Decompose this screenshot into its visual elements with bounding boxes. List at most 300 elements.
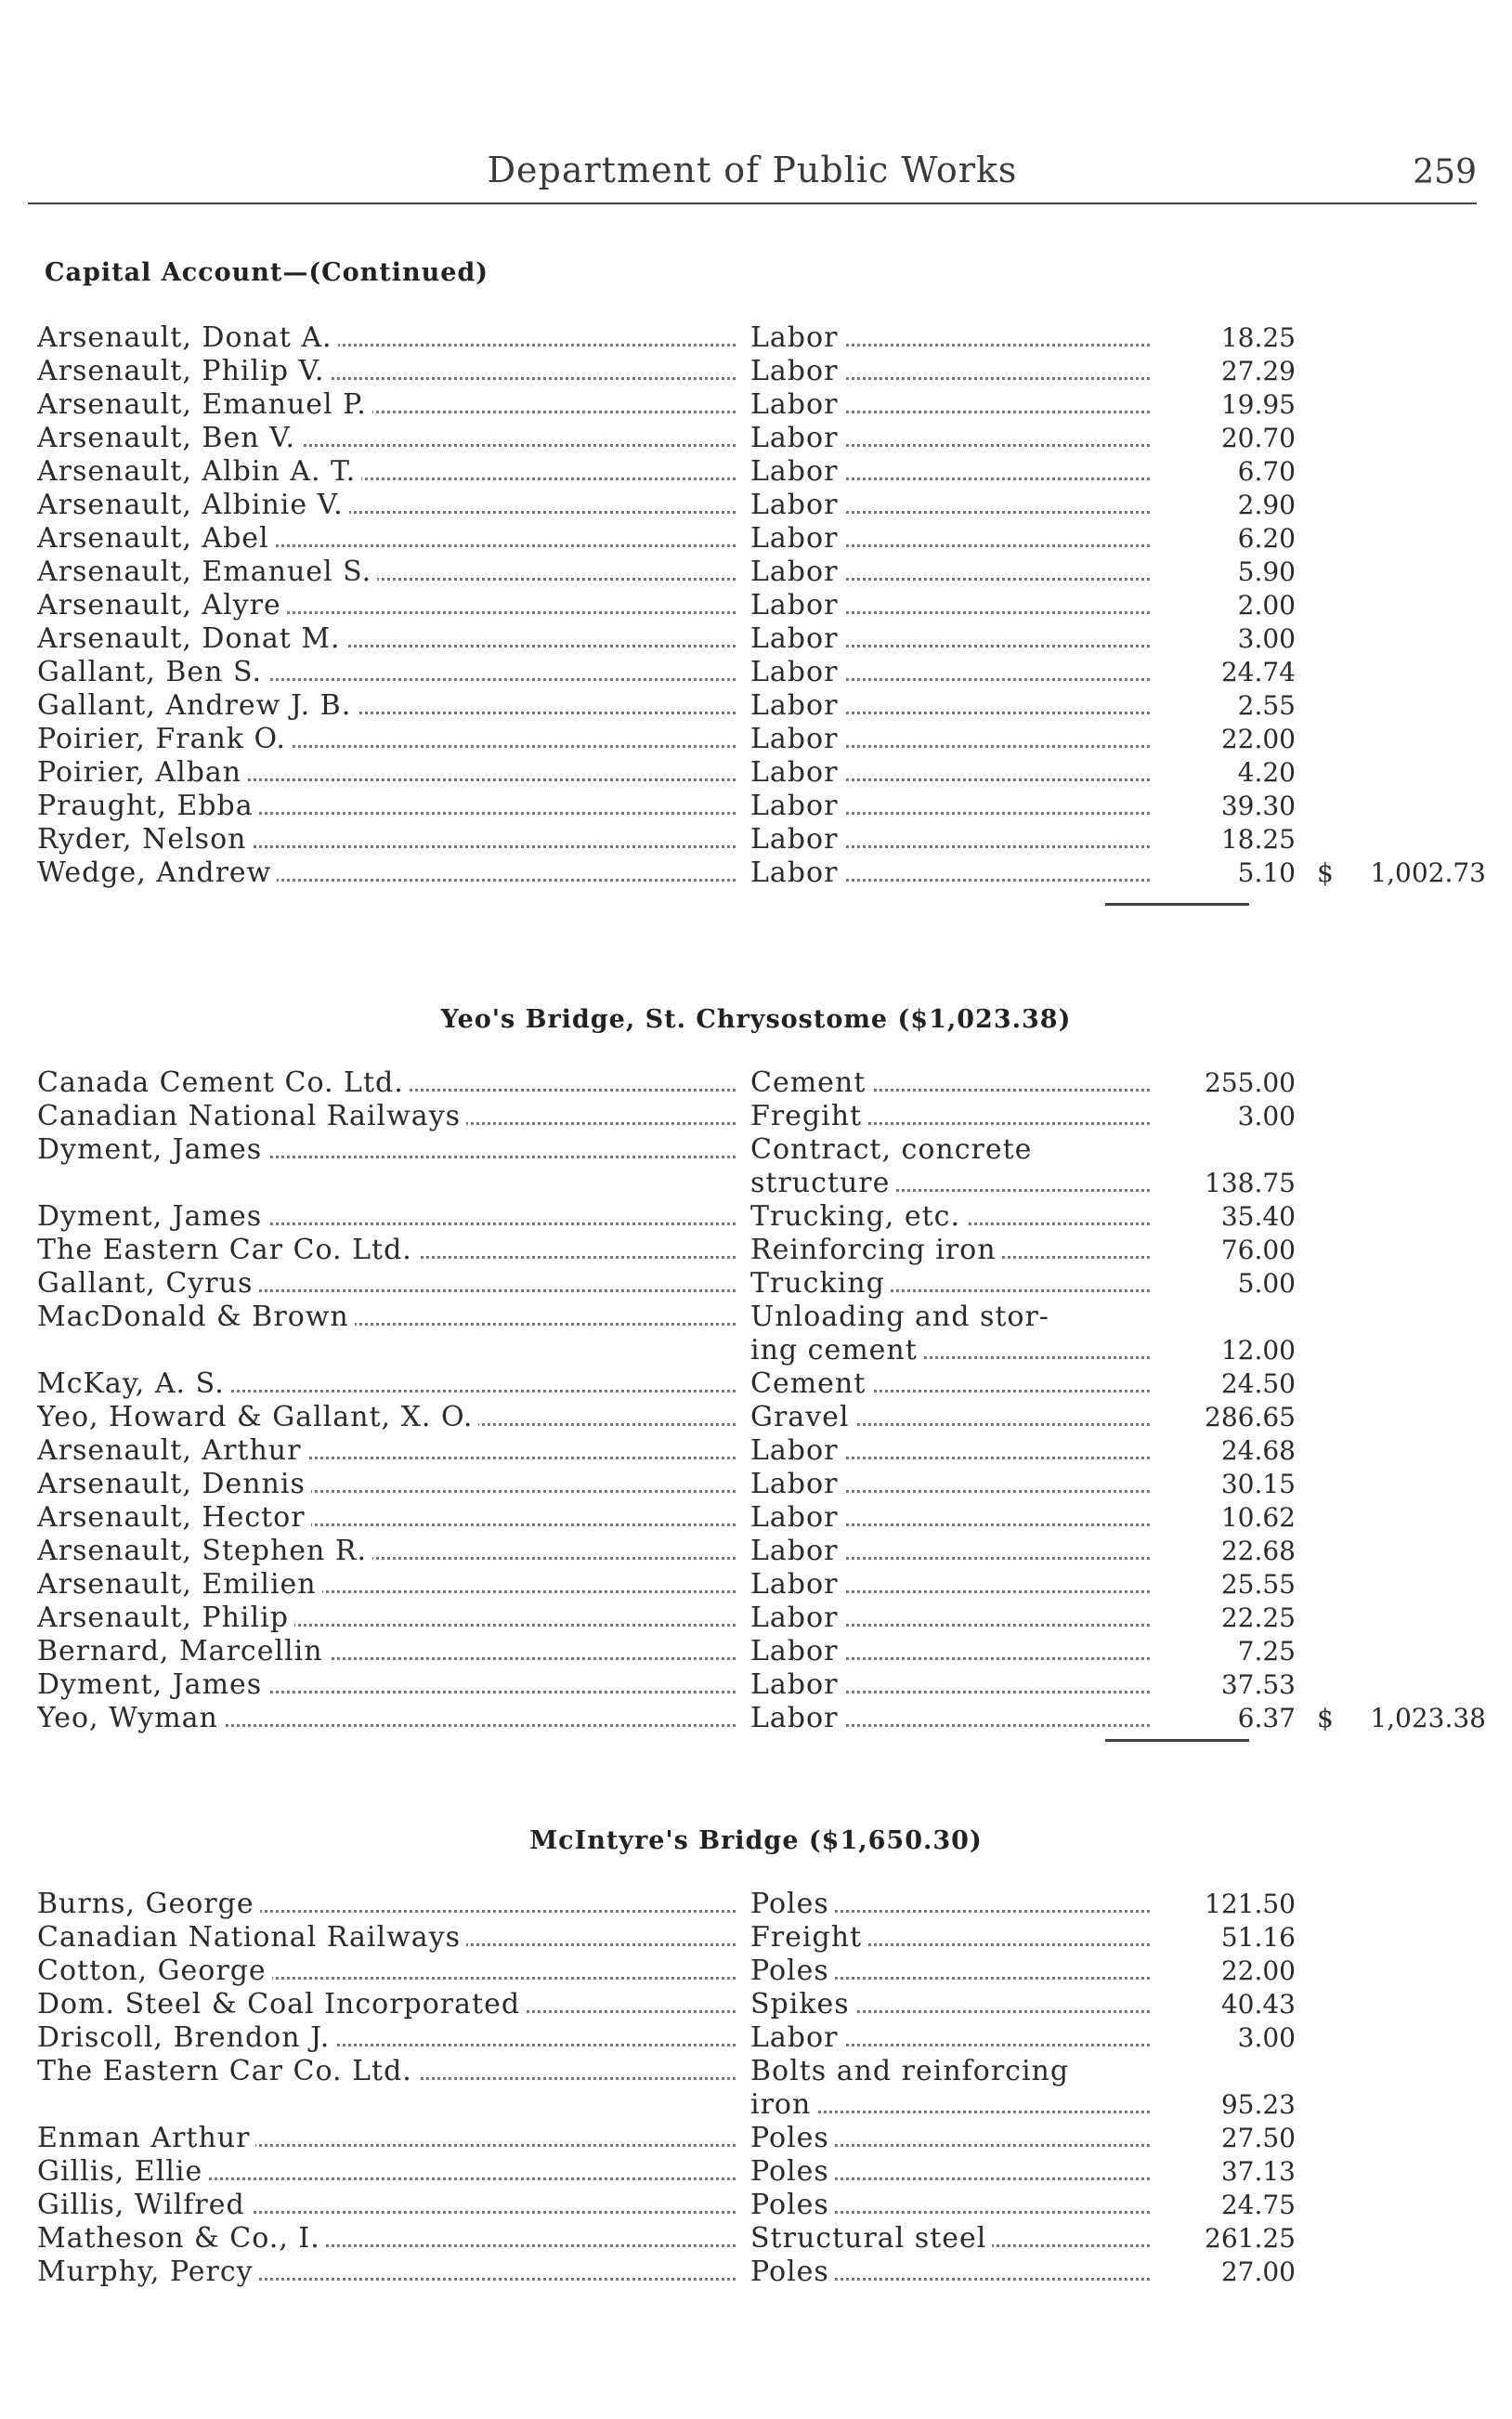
item-cell: [750, 2155, 1150, 2189]
table-row: [37, 1100, 1486, 1133]
amount-value: 4.20: [1237, 757, 1296, 788]
item-description: Labor: [750, 1602, 843, 1634]
payee-cell: [37, 656, 743, 689]
payee-cell: [37, 2189, 743, 2222]
table-row: [37, 2189, 1486, 2222]
table-row: [37, 388, 1486, 422]
item-description: Labor: [750, 1468, 843, 1500]
payee-cell: [37, 1234, 743, 1267]
section-title-yeos-bridge: Yeo's Bridge, St. Chrysostome ($1,023.38): [440, 1005, 1072, 1034]
item-description: Labor: [750, 1535, 843, 1567]
item-cell: [750, 1602, 1150, 1635]
amount-value: 51.16: [1220, 1922, 1296, 1953]
amount-value: 24.68: [1220, 1435, 1296, 1466]
amount-value: 261.25: [1205, 2223, 1296, 2254]
payee-name: Arsenault, Alyre: [37, 589, 287, 621]
table-row: [37, 1167, 1486, 1200]
item-cell: [750, 1888, 1150, 1921]
payee-cell: [37, 2021, 743, 2055]
item-cell: [750, 489, 1150, 522]
table-row: [37, 556, 1486, 589]
payee-cell: [37, 1401, 743, 1434]
item-cell: [750, 2055, 1150, 2088]
item-cell: [750, 790, 1150, 823]
payee-name: Arsenault, Ben V.: [37, 422, 301, 454]
item-description: Spikes: [750, 1988, 855, 2020]
item-description: Labor: [750, 522, 843, 555]
payee-cell: [37, 1702, 743, 1735]
payee-name: Arsenault, Stephen R.: [37, 1535, 372, 1567]
payee-name: MacDonald & Brown: [37, 1301, 355, 1333]
table-row: [37, 321, 1486, 355]
payee-name: Yeo, Howard & Gallant, X. O.: [37, 1401, 478, 1433]
item-description: Labor: [750, 455, 843, 488]
payee-name: Gallant, Ben S.: [37, 656, 267, 688]
table-row: [37, 1921, 1486, 1955]
item-description: Bolts and reinforcing: [750, 2055, 1075, 2087]
table-row: [37, 2256, 1486, 2289]
item-description: Poles: [750, 1888, 835, 1920]
amount-value: 27.50: [1220, 2123, 1296, 2153]
item-cell: [750, 1501, 1150, 1535]
payee-cell: [37, 1988, 743, 2021]
payee-cell: [37, 689, 743, 723]
payee-name: Gallant, Cyrus: [37, 1267, 258, 1300]
amount-value: 95.23: [1220, 2089, 1296, 2120]
table-row: [37, 1568, 1486, 1602]
payee-name: Cotton, George: [37, 1955, 272, 1987]
subtotal-rule: [1105, 903, 1249, 906]
table-row: [37, 2222, 1486, 2256]
table-row: [37, 455, 1486, 489]
item-cell: [750, 589, 1150, 622]
item-description: Cement: [750, 1066, 871, 1099]
table-row: [37, 1234, 1486, 1267]
payee-cell: [37, 1921, 743, 1955]
item-cell: [750, 622, 1150, 656]
item-description: Labor: [750, 1702, 843, 1734]
item-cell: [750, 355, 1150, 388]
item-description: Structural steel: [750, 2222, 992, 2255]
amount-value: 22.00: [1220, 1955, 1296, 1986]
table-row: [37, 2021, 1486, 2055]
payee-cell: [37, 1133, 743, 1167]
table-row: [37, 1133, 1486, 1167]
payee-cell: [37, 522, 743, 556]
amount-value: 20.70: [1220, 423, 1296, 453]
item-cell: [750, 1535, 1150, 1568]
payee-name: Arsenault, Donat A.: [37, 321, 338, 354]
payee-cell: [37, 1501, 743, 1535]
amount-value: 25.55: [1220, 1569, 1296, 1600]
amount-value: 3.00: [1237, 623, 1296, 654]
table-row: [37, 656, 1486, 689]
item-cell: [750, 1066, 1150, 1100]
payee-name: Arsenault, Albin A. T.: [37, 455, 361, 488]
table-row: [37, 1702, 1486, 1735]
item-cell: [750, 1100, 1150, 1133]
payee-name: Canadian National Railways: [37, 1100, 466, 1132]
item-cell: [750, 321, 1150, 355]
item-description: Gravel: [750, 1401, 855, 1433]
payee-name: Poirier, Frank O.: [37, 723, 292, 755]
amount-value: 6.70: [1237, 456, 1296, 487]
amount-value: 5.10: [1237, 857, 1296, 888]
table-row: [37, 756, 1486, 790]
item-cell: [750, 522, 1150, 556]
amount-value: 27.29: [1220, 356, 1296, 386]
table-row: [37, 1501, 1486, 1535]
item-description: Labor: [750, 422, 843, 454]
item-description: Labor: [750, 489, 843, 521]
payee-cell: [37, 1635, 743, 1668]
payee-name: Canadian National Railways: [37, 1921, 466, 1954]
table-row: [37, 1401, 1486, 1434]
table-row: [37, 522, 1486, 556]
amount-value: 27.00: [1220, 2256, 1296, 2287]
page-number: 259: [1413, 153, 1477, 191]
item-cell: [750, 2122, 1150, 2155]
payee-cell: [37, 756, 743, 790]
amount-value: 76.00: [1220, 1235, 1296, 1265]
amount-value: 24.74: [1220, 657, 1296, 687]
payee-cell: [37, 2222, 743, 2256]
item-cell: [750, 2222, 1150, 2256]
section-mcintyres-bridge-rows: [37, 1888, 1486, 2289]
payee-cell: [37, 589, 743, 622]
payee-cell: [37, 455, 743, 489]
payee-cell: [37, 2256, 743, 2289]
amount-value: 2.90: [1237, 490, 1296, 520]
payee-name: The Eastern Car Co. Ltd.: [37, 1234, 418, 1266]
item-description: Labor: [750, 856, 843, 889]
item-cell: [750, 556, 1150, 589]
amount-value: 30.15: [1220, 1469, 1296, 1499]
amount-value: 37.53: [1220, 1669, 1296, 1700]
payee-cell: [37, 1367, 743, 1401]
payee-name: Burns, George: [37, 1888, 260, 1920]
table-row: [37, 856, 1486, 890]
item-cell: [750, 1668, 1150, 1702]
payee-cell: [37, 1888, 743, 1921]
amount-value: 22.00: [1220, 724, 1296, 754]
item-cell: [750, 1167, 1150, 1200]
payee-name: Arsenault, Emanuel S.: [37, 556, 377, 588]
table-row: [37, 1434, 1486, 1468]
item-cell: [750, 689, 1150, 723]
item-description: Freight: [750, 1921, 867, 1954]
amount-value: 6.37: [1237, 1703, 1296, 1733]
item-cell: [750, 1234, 1150, 1267]
payee-name: Bernard, Marcellin: [37, 1635, 329, 1667]
item-description: Labor: [750, 823, 843, 856]
page-title: Department of Public Works: [487, 150, 1018, 190]
table-row: [37, 1602, 1486, 1635]
payee-cell: [37, 388, 743, 422]
table-row: [37, 355, 1486, 388]
amount-value: 5.90: [1237, 556, 1296, 587]
payee-name: Murphy, Percy: [37, 2256, 259, 2288]
payee-name: Gillis, Wilfred: [37, 2189, 251, 2221]
table-row: [37, 1367, 1486, 1401]
table-row: [37, 489, 1486, 522]
table-row: [37, 1468, 1486, 1501]
table-row: [37, 1267, 1486, 1301]
item-cell: [750, 723, 1150, 756]
item-description: Labor: [750, 1568, 843, 1601]
payee-name: Gallant, Andrew J. B.: [37, 689, 357, 722]
item-cell: [750, 1702, 1150, 1735]
payee-cell: [37, 1434, 743, 1468]
item-description: Poles: [750, 2256, 835, 2288]
payee-name: Arsenault, Hector: [37, 1501, 311, 1534]
payee-name: Canada Cement Co. Ltd.: [37, 1066, 410, 1099]
item-description: Labor: [750, 656, 843, 688]
amount-value: 138.75: [1205, 1168, 1296, 1198]
table-row: [37, 1668, 1486, 1702]
payee-name: Driscoll, Brendon J.: [37, 2021, 335, 2054]
item-description: Poles: [750, 2189, 835, 2221]
section-title-mcintyres-bridge: McIntyre's Bridge ($1,650.30): [529, 1826, 983, 1855]
payee-cell: [37, 723, 743, 756]
item-cell: [750, 1301, 1150, 1334]
table-row: [37, 2155, 1486, 2189]
item-cell: [750, 2256, 1150, 2289]
payee-name: Arsenault, Dennis: [37, 1468, 311, 1500]
payee-cell: [37, 1267, 743, 1301]
table-row: [37, 622, 1486, 656]
item-description: Labor: [750, 388, 843, 421]
payee-cell: [37, 1668, 743, 1702]
payee-cell: [37, 1535, 743, 1568]
payee-cell: [37, 622, 743, 656]
amount-value: 2.00: [1237, 590, 1296, 621]
payee-name: Ryder, Nelson: [37, 823, 252, 856]
table-row: [37, 1988, 1486, 2021]
item-cell: [750, 1334, 1150, 1367]
table-row: [37, 1301, 1486, 1334]
payee-cell: [37, 321, 743, 355]
item-cell: [750, 656, 1150, 689]
item-cell: [750, 1267, 1150, 1301]
item-cell: [750, 1568, 1150, 1602]
section-total: 1,023.38: [1370, 1703, 1486, 1733]
amount-value: 40.43: [1220, 1989, 1296, 2020]
payee-name: Yeo, Wyman: [37, 1702, 224, 1734]
payee-name: Gillis, Ellie: [37, 2155, 208, 2188]
item-cell: [750, 1133, 1150, 1167]
item-description: Labor: [750, 589, 843, 621]
item-cell: [750, 823, 1150, 856]
item-description: Poles: [750, 2155, 835, 2188]
item-cell: [750, 1200, 1150, 1234]
item-cell: [750, 455, 1150, 489]
item-description: Cement: [750, 1367, 871, 1400]
item-description: Unloading and stor-: [750, 1301, 1055, 1333]
table-row: [37, 1635, 1486, 1668]
item-cell: [750, 2088, 1150, 2122]
payee-cell: [37, 1955, 743, 1988]
item-description: Labor: [750, 756, 843, 789]
section-title-capital-account: Capital Account—(Continued): [45, 258, 489, 287]
item-description: Poles: [750, 1955, 835, 1987]
item-description: Labor: [750, 355, 843, 387]
amount-value: 7.25: [1237, 1636, 1296, 1667]
amount-value: 22.68: [1220, 1536, 1296, 1566]
payee-cell: [37, 856, 743, 890]
item-description: Labor: [750, 1434, 843, 1467]
amount-value: 19.95: [1220, 389, 1296, 420]
item-cell: [750, 2189, 1150, 2222]
payee-name: Praught, Ebba: [37, 790, 259, 822]
table-row: [37, 2055, 1486, 2088]
payee-name: Enman Arthur: [37, 2122, 255, 2154]
table-row: [37, 723, 1486, 756]
table-row: [37, 1955, 1486, 1988]
item-description: Trucking, etc.: [750, 1200, 966, 1233]
payee-name: Arsenault, Albinie V.: [37, 489, 349, 521]
payee-cell: [37, 2122, 743, 2155]
payee-cell: [37, 1602, 743, 1635]
table-row: [37, 589, 1486, 622]
payee-name: Arsenault, Arthur: [37, 1434, 306, 1467]
amount-value: 18.25: [1220, 824, 1296, 855]
item-description: Labor: [750, 723, 843, 755]
amount-value: 24.50: [1220, 1368, 1296, 1399]
payee-cell: [37, 1568, 743, 1602]
section-yeos-bridge-rows: [37, 1066, 1486, 1735]
item-description: iron: [750, 2088, 816, 2121]
payee-name: Wedge, Andrew: [37, 856, 277, 889]
item-cell: [750, 1988, 1150, 2021]
payee-cell: [37, 422, 743, 455]
subtotal-rule: [1105, 1739, 1249, 1742]
dollar-sign: $: [1317, 857, 1334, 888]
dollar-sign: $: [1317, 1703, 1334, 1733]
amount-value: 10.62: [1220, 1502, 1296, 1533]
payee-cell: [37, 790, 743, 823]
payee-cell: [37, 1301, 743, 1334]
amount-value: 3.00: [1237, 1101, 1296, 1131]
header-rule: [28, 203, 1477, 204]
amount-value: 121.50: [1205, 1889, 1296, 1919]
payee-name: Poirier, Alban: [37, 756, 247, 789]
table-row: [37, 823, 1486, 856]
payee-name: Arsenault, Abel: [37, 522, 275, 555]
table-row: [37, 1535, 1486, 1568]
section-total: 1,002.73: [1370, 857, 1486, 888]
item-cell: [750, 856, 1150, 890]
payee-cell: [37, 2155, 743, 2189]
item-description: Fregiht: [750, 1100, 867, 1132]
payee-name: McKay, A. S.: [37, 1367, 230, 1400]
payee-cell: [37, 1468, 743, 1501]
payee-cell: [37, 1200, 743, 1234]
amount-value: 39.30: [1220, 791, 1296, 821]
amount-value: 37.13: [1220, 2156, 1296, 2187]
item-cell: [750, 1401, 1150, 1434]
item-cell: [750, 1955, 1150, 1988]
amount-value: 24.75: [1220, 2190, 1296, 2220]
payee-cell: [37, 2055, 743, 2088]
section-capital-account-rows: [37, 321, 1486, 890]
payee-cell: [37, 1066, 743, 1100]
amount-value: 35.40: [1220, 1201, 1296, 1232]
amount-value: 22.25: [1220, 1602, 1296, 1633]
item-cell: [750, 1635, 1150, 1668]
item-description: Labor: [750, 790, 843, 822]
payee-cell: [37, 489, 743, 522]
table-row: [37, 1334, 1486, 1367]
amount-value: 2.55: [1237, 690, 1296, 721]
table-row: [37, 2088, 1486, 2122]
item-cell: [750, 422, 1150, 455]
table-row: [37, 1066, 1486, 1100]
item-cell: [750, 1367, 1150, 1401]
item-description: Labor: [750, 1635, 843, 1667]
payee-name: Dyment, James: [37, 1133, 267, 1166]
amount-value: 286.65: [1205, 1402, 1296, 1432]
table-row: [37, 1888, 1486, 1921]
payee-cell: [37, 823, 743, 856]
payee-cell: [37, 355, 743, 388]
table-row: [37, 689, 1486, 723]
amount-value: 12.00: [1220, 1335, 1296, 1366]
amount-value: 255.00: [1205, 1067, 1296, 1098]
item-description: Contract, concrete: [750, 1133, 1037, 1166]
item-description: Labor: [750, 1501, 843, 1534]
item-description: Labor: [750, 2021, 843, 2054]
payee-name: Arsenault, Philip: [37, 1602, 294, 1634]
amount-value: 18.25: [1220, 322, 1296, 353]
payee-name: Dyment, James: [37, 1668, 267, 1701]
page-header: [28, 144, 1477, 200]
amount-value: 5.00: [1237, 1268, 1296, 1299]
item-description: Labor: [750, 622, 843, 655]
item-description: Labor: [750, 689, 843, 722]
payee-name: Dom. Steel & Coal Incorporated: [37, 1988, 526, 2020]
item-cell: [750, 1468, 1150, 1501]
item-description: Labor: [750, 321, 843, 354]
payee-name: Matheson & Co., I.: [37, 2222, 326, 2255]
payee-cell: [37, 1100, 743, 1133]
table-row: [37, 2122, 1486, 2155]
table-row: [37, 1200, 1486, 1234]
table-row: [37, 422, 1486, 455]
payee-name: Arsenault, Donat M.: [37, 622, 346, 655]
payee-name: Arsenault, Philip V.: [37, 355, 330, 387]
payee-cell: [37, 556, 743, 589]
item-cell: [750, 388, 1150, 422]
item-cell: [750, 756, 1150, 790]
item-description: Trucking: [750, 1267, 891, 1300]
amount-value: 3.00: [1237, 2022, 1296, 2053]
item-description: Reinforcing iron: [750, 1234, 1002, 1266]
table-row: [37, 790, 1486, 823]
item-cell: [750, 1921, 1150, 1955]
item-description: ing cement: [750, 1334, 923, 1366]
item-cell: [750, 1434, 1150, 1468]
item-description: Poles: [750, 2122, 835, 2154]
item-description: Labor: [750, 1668, 843, 1701]
payee-name: Dyment, James: [37, 1200, 267, 1233]
item-cell: [750, 2021, 1150, 2055]
item-description: structure: [750, 1167, 895, 1199]
payee-name: The Eastern Car Co. Ltd.: [37, 2055, 418, 2087]
item-description: Labor: [750, 556, 843, 588]
amount-value: 6.20: [1237, 523, 1296, 554]
payee-name: Arsenault, Emilien: [37, 1568, 322, 1601]
